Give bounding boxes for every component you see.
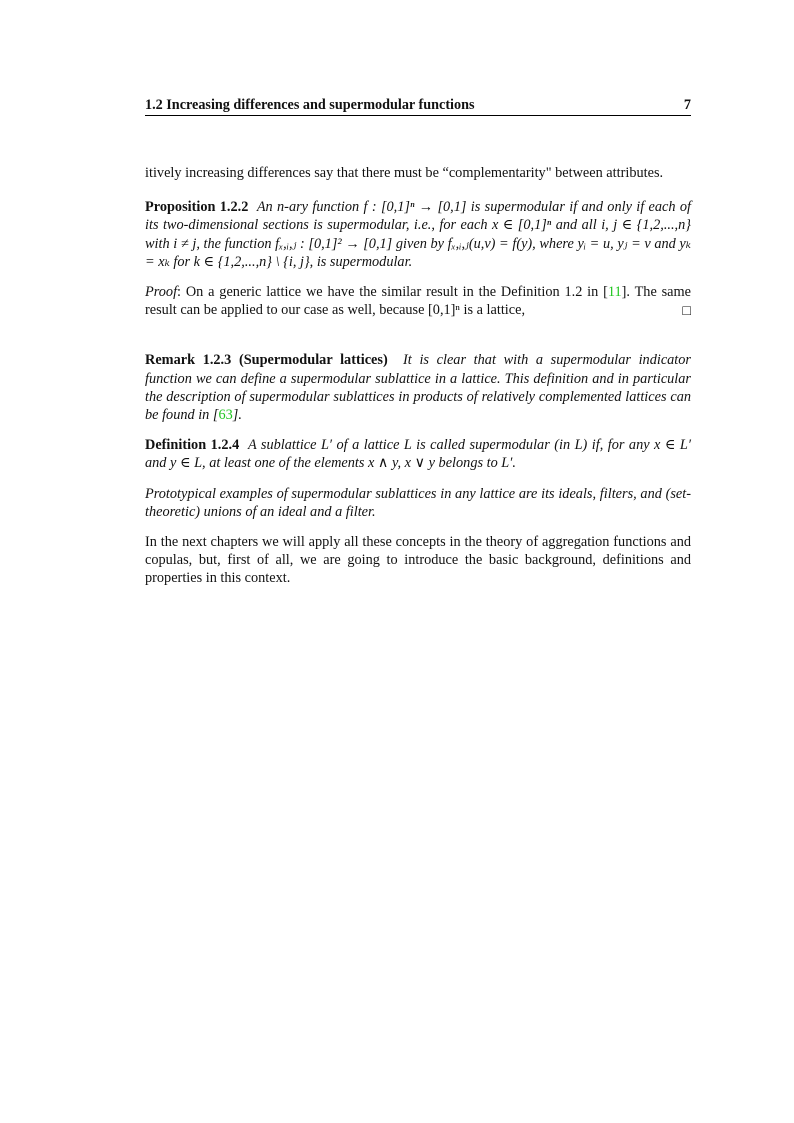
closing-paragraph: In the next chapters we will apply all these concepts in the theory of aggregation functions and copulas, but, first of all, we are going to introduce the basic background, definitions and properties in this context. xyxy=(145,534,691,587)
citation-link[interactable]: 63 xyxy=(218,407,233,424)
proposition xyxy=(145,198,691,271)
definition xyxy=(145,436,691,472)
remark-label: Remark 1.2.3 (Supermodular lattices) xyxy=(145,352,388,369)
proposition-text: An n-ary function f : [0,1]ⁿ → [0,1] is supermodular if and only if each of its two-dimensional sections is supermodular, i.e., for each x ∈ [0,1]ⁿ and all i, j ∈ {1,2,...,n} with i ≠ j, the function fₓ,ᵢ,ⱼ : [0,1]² → [0,1] given by fₓ,ᵢ,ⱼ(u,v) = f(y), where yᵢ = u, yⱼ = v and yₖ = xₖ for k ∈ {1,2,...,n} \ {i, j}, is supermodular. xyxy=(145,199,692,270)
definition-text: A sublattice L′ of a lattice L is called supermodular (in L) if, for any x ∈ L′ and y ∈ L, at least one of the elements x ∧ y, x ∨ y belongs to L′. xyxy=(145,437,692,472)
proposition-label: Proposition 1.2.2 xyxy=(145,199,249,216)
definition-label: Definition 1.2.4 xyxy=(145,437,240,454)
proof-label: Proof xyxy=(145,284,178,301)
examples-paragraph: Prototypical examples of supermodular sublattices in any lattice are its ideals, filters, and (set-theoretic) unions of an ideal and a filter. xyxy=(145,485,691,520)
citation-link[interactable]: 11 xyxy=(607,284,622,301)
section-title: 1.2 Increasing differences and supermodular functions xyxy=(145,97,475,113)
proof-text-before: : On a generic lattice we have the similar result in the Definition 1.2 in [ xyxy=(177,284,608,301)
qed-symbol: □ xyxy=(682,303,691,320)
intro-paragraph: itively increasing differences say that there must be “complementarity" between attributes. xyxy=(145,165,664,181)
proof-text-after: ]. The same result can be applied to our case as well, because [0,1]ⁿ is a lattice, xyxy=(145,284,691,319)
remark-text-before: It is clear that with a supermodular indicator function we can define a supermodular sublattice in a lattice. This definition and in particular the description of supermodular sublattices in products of relatively complemented lattices can be found in [ xyxy=(145,352,691,424)
remark-text-after: ]. xyxy=(232,407,242,424)
running-header xyxy=(145,96,691,116)
proof xyxy=(145,283,691,319)
remark xyxy=(145,351,691,424)
page-number: 7 xyxy=(683,97,691,113)
page-body xyxy=(145,164,691,588)
